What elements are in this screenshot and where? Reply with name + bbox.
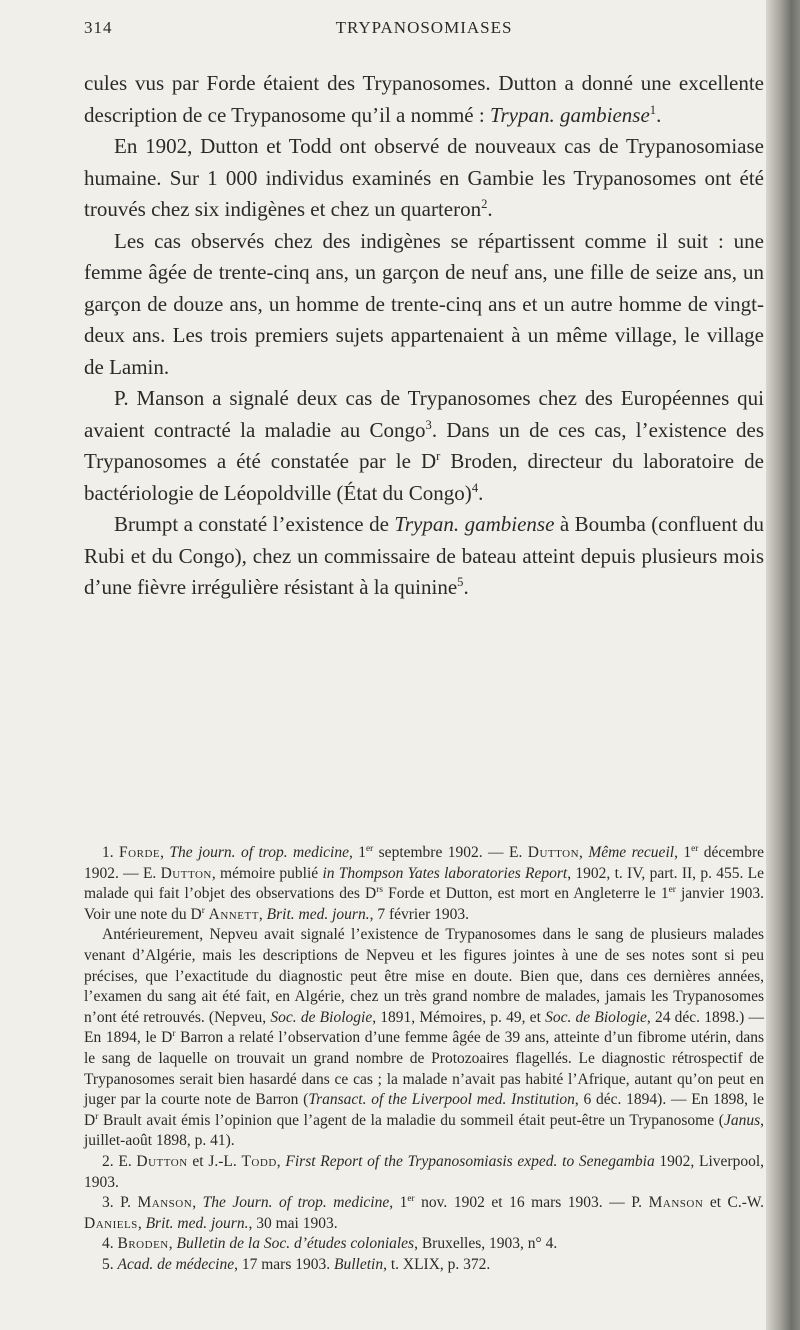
page-number: 314: [84, 18, 113, 37]
paragraph: Brumpt a constaté l’existence de Trypan. gambiense à Boumba (confluent du Rubi et du Congo), chez un commissaire de bateau atteint depuis plusieurs mois d’une fièvre irrégulière résistant à la quinine$^5$.: [84, 512, 765, 599]
paragraph: P. Manson a signalé deux cas de Trypanosomes chez des Européennes qui avaient contracté la maladie au Congo$^3$. Dans un de ces cas, l’existence des Trypanosomes a été constatée par le $D^r$ Broden, directeur du laboratoire de bactériologie de Léopoldville (État du Congo)$^4$.: [84, 386, 764, 505]
footnote-1: 1. Forde, The journ. of trop. medicine, 1er septembre 1902. — E. Dutton, Même recueil, 1er décembre 1902. — E. Dutton, mémoire publié in Thompson Yates laboratories Report, 1902, t. IV, part. II, p. 455. Le malade qui fait l’objet des observations des $D^{rs}$ Forde et Dutton, est mort en Angleterre le 1er janvier 1903. Voir une note du $D^r$ Annett, Brit. med. journ., 7 février 1903.: [84, 843, 764, 923]
footnote-3: 3. P. Manson, The Journ. of trop. medicine, 1er nov. 1902 et 16 mars 1903. — P. Manson et C.-W. Daniels, Brit. med. journ., 30 mai 1903.: [84, 1193, 765, 1232]
running-title: TRYPANOSOMIASES: [335, 18, 513, 37]
paragraph: En 1902, Dutton et Todd ont observé de nouveaux cas de Trypanosomiase humaine. Sur 1 000 individus examinés en Gambie les Trypanosomes ont été trouvés chez six indigènes et chez un quarteron$^2$.: [84, 134, 764, 221]
footnote-1-continued: Antérieurement, Nepveu avait signalé l’existence de Trypanosomes dans le sang de plusieurs malades venant d’Algérie, mais les descriptions de Nepveu et les figures jointes à une de ses notes sont si peu précises, que l’exactitude du diagnostic peut être mise en doute. Bien que, dans ces dernières années, l’examen du sang ait été fait, en Algérie, chez un très grand nombre de malades, jamais les Trypanosomes n’ont été retrouvés. (Nepveu, Soc. de Biologie, 1891, Mémoires, p. 49, et Soc. de Biologie, 24 déc. 1898.) — En 1894, le $D^r$ Barron a relaté l’observation d’une femme âgée de 39 ans, atteinte d’un fibrome utérin, dans le sang de laquelle on trouvait un grand nombre de Protozoaires flagellés. Le diagnostic rétrospectif de Trypanosomes serait bien hasardé dans ce cas ; la malade n’avait pas habité l’Afrique, autant qu’on peut en juger par la courte note de Barron (Transact. of the Liverpool med. Institution, 6 déc. 1894). — En 1898, le $D^r$ Brault avait émis l’opinion que l’agent de la maladie du sommeil était peut-être un Trypanosome (Janus, juillet-août 1898, p. 41).: [84, 926, 764, 1150]
footnotes: [84, 843, 764, 1275]
footnote-4: 4. Broden, Bulletin de la Soc. d’études coloniales, Bruxelles, 1903, n° 4.: [102, 1235, 558, 1253]
main-text: [84, 68, 764, 604]
footnote-ref: 1: [649, 102, 657, 117]
footnote-ref: 5: [457, 575, 464, 589]
binding-shadow: [766, 0, 800, 1330]
footnote-ref: 3: [425, 417, 432, 432]
footnote-ref: 2: [481, 197, 488, 211]
footnote-5: 5. Acad. de médecine, 17 mars 1903. Bulletin, t. XLIX, p. 372.: [102, 1255, 491, 1273]
footnote-2: 2. E. Dutton et J.-L. Todd, First Report of the Trypanosomiasis exped. to Senegambia 1902, Liverpool, 1903.: [84, 1152, 765, 1191]
paragraph: cules vus par Forde étaient des Trypanosomes. Dutton a donné une excellente description de ce Trypanosome qu’il a nommé : Trypan. gambiense$^1$.: [84, 71, 764, 127]
footnote-ref: 4: [471, 480, 479, 495]
page-header: [84, 18, 764, 42]
paragraph: Les cas observés chez des indigènes se répartissent comme il suit : une femme âgée de trente-cinq ans, un garçon de neuf ans, une fille de seize ans, un garçon de douze ans, un homme de trente-cinq ans et un autre homme de vingt-deux ans. Les trois premiers sujets appartenaient à un même village, le village de Lamin.: [84, 228, 764, 379]
